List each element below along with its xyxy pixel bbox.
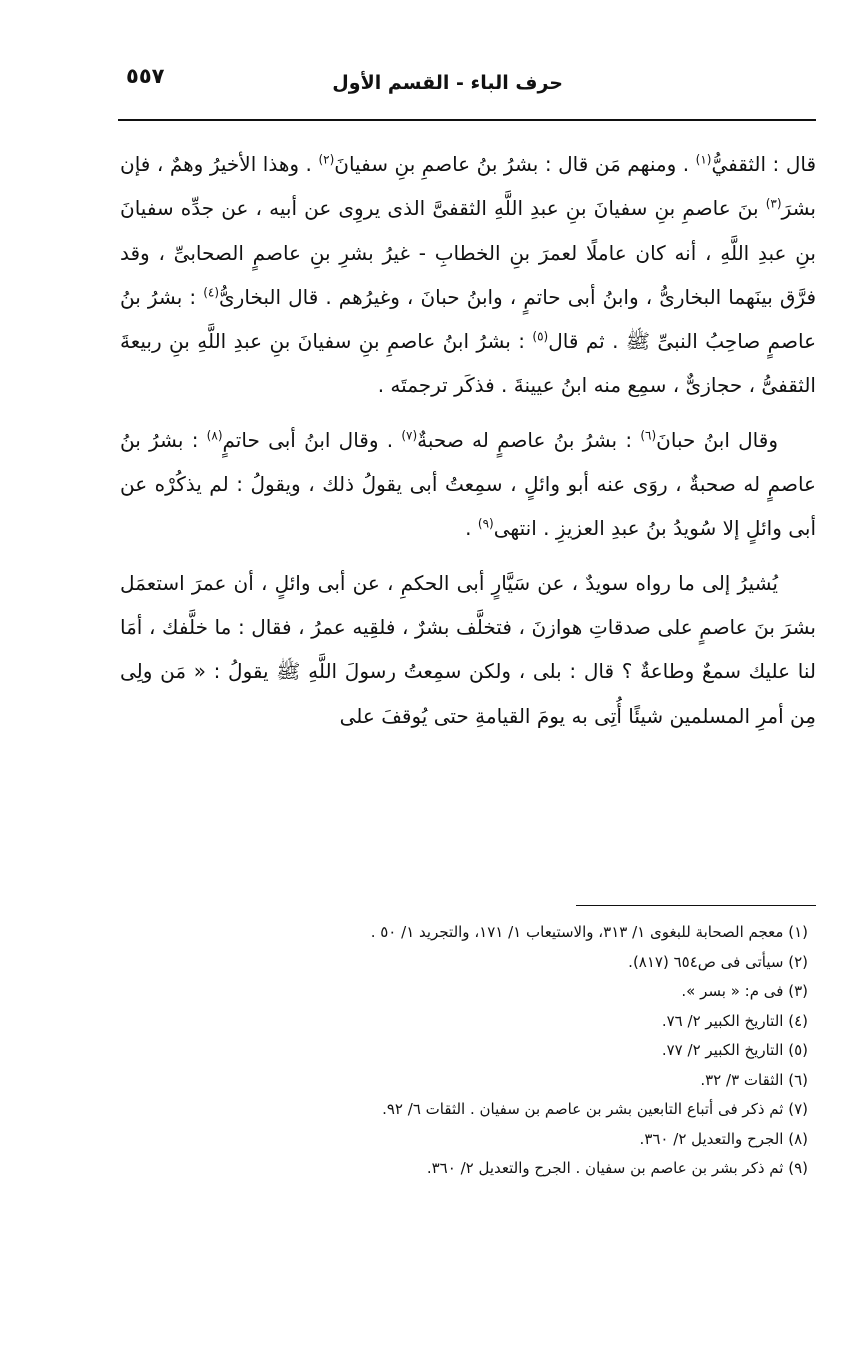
running-title: حرف الباء - القسم الأول bbox=[332, 72, 563, 94]
body-text-segment: . ومنهم مَن قال : بشرُ بنُ عاصمِ بنِ سفيانَ bbox=[334, 152, 696, 176]
body-text-segment: . وقال ابنُ أبى حاتمٍ bbox=[222, 427, 402, 452]
page-header bbox=[118, 58, 818, 106]
footnote: (٤) التاريخ الكبير ٢/ ٧٦. bbox=[661, 1011, 808, 1030]
footnote-separator bbox=[576, 905, 816, 906]
footnote-reference: (٩) bbox=[477, 516, 494, 531]
footnote-reference: (٥) bbox=[532, 329, 549, 344]
body-text-segment: بنَ عاصمِ بنِ سفيانَ بنِ عبدِ اللَّهِ الثقفىَّ الذى يروِى عن أبيه ، عن جدِّه سفيانَ بنِ عبدِ اللَّهِ ، أنه كان عاملًا لعمرَ بنِ الخطابِ - غيرُ بشرِ بنِ عاصمٍ الصحابىِّ ، وقد فرَّق بينَهما البخارىُّ ، وابنُ أبى حاتمٍ ، وابنُ حبانَ ، وغيرُهم . قال البخارىُّ bbox=[120, 196, 816, 309]
body-paragraph bbox=[120, 142, 816, 408]
main-text bbox=[120, 142, 816, 738]
body-text-segment: . وهذا الأخيرُ وهمٌ ، فإن بشرَ bbox=[120, 152, 816, 221]
body-text-segment: : بشرُ بنُ عاصمٍ صاحِبُ النبىِّ ﷺ . ثم قال bbox=[120, 284, 817, 354]
footnote: (٧) ثم ذكر فى أتباع التابعين بشر بن عاصم بن سفيان . الثقات ٦/ ٩٢. bbox=[382, 1100, 808, 1118]
footnote: (٦) الثقات ٣/ ٣٢. bbox=[700, 1070, 808, 1089]
footnote-reference: (٧) bbox=[401, 428, 418, 443]
footnote-reference: (٨) bbox=[206, 428, 223, 443]
body-text-segment: : بشرُ ابنُ عاصمِ بنِ سفيانَ بنِ عبدِ اللَّهِ بنِ ربيعةَ الثقفىُّ ، حجازىٌّ ، سمِع منه ابنُ عيينةَ . فذكَر ترجمتَه . bbox=[120, 329, 816, 398]
body-text-segment: : بشرُ بنُ عاصمٍ له صحبةٌ ، روَى عنه أبو وائلٍ ، سمِعتُ أبى يقولُ ذلك ، ويقولُ : لم يذكُرْه عن أبى وائلٍ إلا سُويدُ بنُ عبدِ العزيزِ . انتهى bbox=[120, 427, 816, 541]
body-text-segment: وقال ابنُ حبانَ bbox=[656, 427, 778, 452]
footnote-reference: (٣) bbox=[765, 196, 782, 211]
header-rule bbox=[118, 119, 816, 121]
body-text-segment: قال : الثقفيُّ bbox=[711, 152, 816, 176]
body-paragraph bbox=[120, 561, 816, 738]
footnote: (٥) التاريخ الكبير ٢/ ٧٧. bbox=[661, 1041, 808, 1059]
footnote: (٩) ثم ذكر بشر بن عاصم بن سفيان . الجرح والتعديل ٢/ ٣٦٠. bbox=[426, 1159, 808, 1177]
footnotes bbox=[200, 918, 808, 1184]
footnote: (٢) سيأتى فى ص٦٥٤ (٨١٧). bbox=[628, 952, 808, 971]
footnote-reference: (١) bbox=[695, 152, 712, 167]
body-text-segment: يُشيرُ إلى ما رواه سويدٌ ، عن سَيَّارٍ أبى الحكمِ ، عن أبى وائلٍ ، أن عمرَ استعمَل بشرَ بنَ عاصمٍ على صدقاتِ هوازنَ ، فتخلَّف بشرٌ ، فلقِيه عمرُ ، فقال : ما خلَّفك ، أمَا لنا عليك سمعٌ وطاعةٌ ؟ قال : بلى ، ولكن سمِعتُ رسولَ اللَّهِ ﷺ يقولُ : « مَن ولِى مِن أمرِ المسلمين شيئًا أُتِى به يومَ القيامةِ حتى يُوقفَ على bbox=[120, 570, 816, 728]
footnote: (٨) الجرح والتعديل ٢/ ٣٦٠. bbox=[639, 1129, 808, 1148]
footnote: (٣) فى م: « بسر ». bbox=[681, 982, 808, 1000]
body-text-segment: : بشرُ بنُ عاصمٍ له صحبةٌ bbox=[417, 427, 641, 452]
page-number: ٥٥٧ bbox=[126, 64, 165, 88]
body-text-segment: . bbox=[465, 516, 478, 541]
footnote-reference: (٢) bbox=[318, 152, 335, 167]
footnote-reference: (٤) bbox=[203, 285, 220, 300]
body-paragraph bbox=[120, 418, 816, 551]
footnote: (١) معجم الصحابة للبغوى ١/ ٣١٣، والاستيعاب ١/ ١٧١، والتجريد ١/ ٥٠ . bbox=[370, 923, 808, 941]
footnote-reference: (٦) bbox=[640, 428, 657, 443]
